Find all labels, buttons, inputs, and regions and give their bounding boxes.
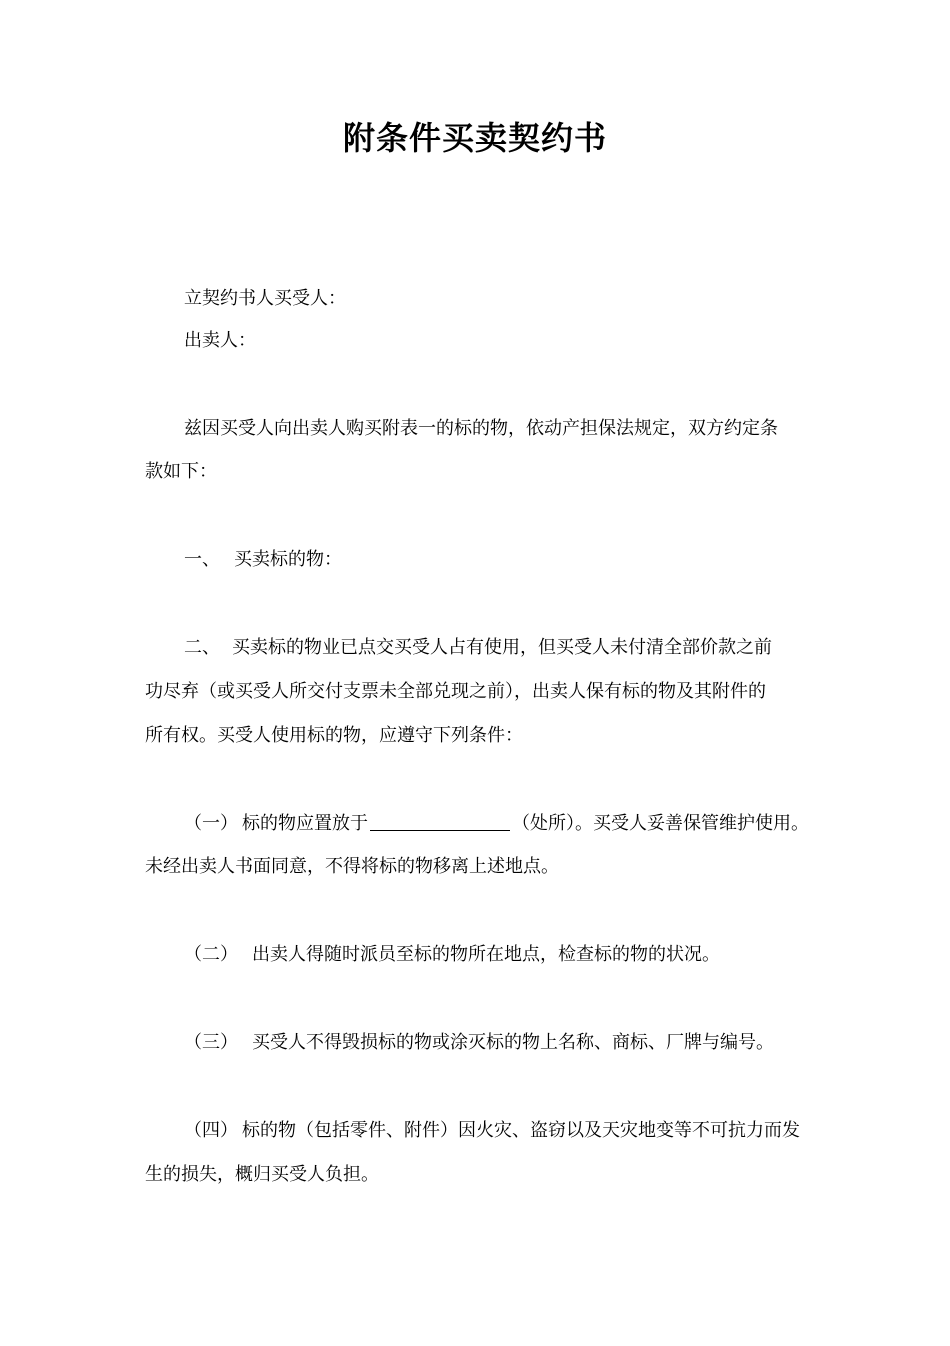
- article-2-line-1: [184, 635, 772, 661]
- seller-label: 出卖人：: [184, 330, 256, 351]
- article-2-line-2: 功尽弃（或买受人所交付支票未全部兑现之前），出卖人保有标的物及其附件的: [145, 681, 766, 702]
- clause-4-text: 标的物（包括零件、附件）因火灾、盗窃以及天灾地变等不可抗力而发: [242, 1120, 800, 1141]
- document-title: 附条件买卖契约书: [342, 119, 607, 157]
- clause-2-text: 出卖人得随时派员至标的物所在地点，检查标的物的状况。: [252, 944, 720, 965]
- clause-4-line-2: 生的损失，概归买受人负担。: [145, 1164, 379, 1185]
- article-2-line-3: 所有权。买受人使用标的物，应遵守下列条件：: [145, 725, 523, 746]
- preamble-line-1: 兹因买受人向出卖人购买附表一的标的物，依动产担保法规定，双方约定条: [184, 418, 778, 439]
- article-1: [184, 547, 342, 573]
- article-1-number: 一、: [184, 549, 220, 570]
- clause-4-number: （四）: [184, 1120, 238, 1141]
- clause-1-line-2: 未经出卖人书面同意，不得将标的物移离上述地点。: [145, 856, 559, 877]
- clause-1-number: （一）: [184, 813, 238, 834]
- clause-2: [184, 942, 720, 968]
- clause-1-text-before: 标的物应置放于: [242, 813, 368, 834]
- article-1-text: 买卖标的物：: [234, 549, 342, 570]
- buyer-label: 立契约书人买受人：: [184, 288, 346, 309]
- clause-2-number: （二）: [184, 944, 238, 965]
- clause-1-text-after: （处所）。买受人妥善保管维护使用。: [512, 813, 809, 834]
- article-2-number: 二、: [184, 637, 220, 658]
- clause-1-line-1: [184, 811, 809, 837]
- clause-3: [184, 1030, 774, 1056]
- preamble-line-2: 款如下：: [145, 461, 217, 482]
- article-2-text: 买卖标的物业已点交买受人占有使用，但买受人未付清全部价款之前: [232, 637, 772, 658]
- location-blank-line[interactable]: [370, 812, 510, 831]
- clause-3-text: 买受人不得毁损标的物或涂灭标的物上名称、商标、厂牌与编号。: [252, 1032, 774, 1053]
- clause-4-line-1: [184, 1118, 800, 1144]
- clause-3-number: （三）: [184, 1032, 238, 1053]
